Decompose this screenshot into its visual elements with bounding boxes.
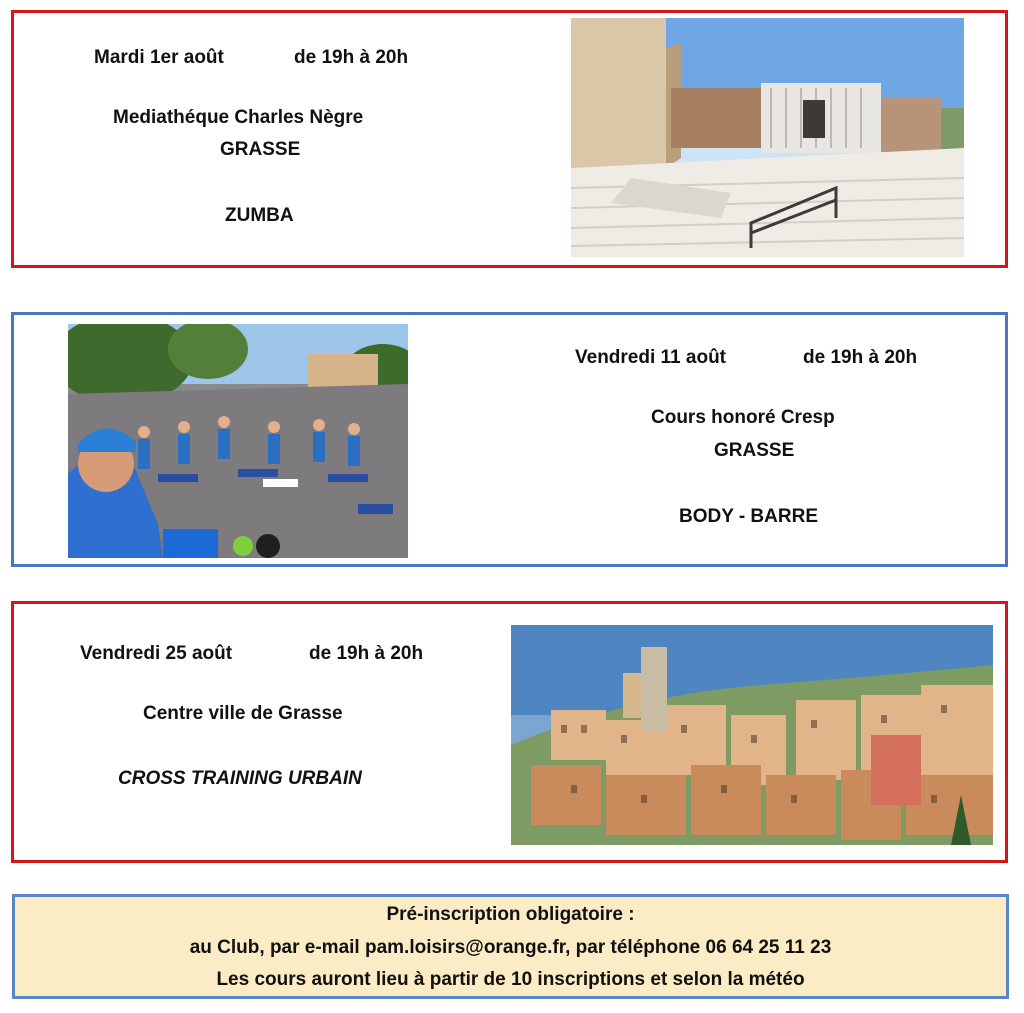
fitness-group-photo	[68, 324, 408, 558]
event-venue: Mediathéque Charles Nègre	[113, 107, 364, 128]
event-time: de 19h à 20h	[803, 347, 918, 368]
event-venue: Centre ville de Grasse	[143, 703, 343, 724]
event-time: de 19h à 20h	[294, 47, 409, 68]
event-card-1	[11, 10, 1008, 268]
event-city: GRASSE	[714, 440, 795, 461]
event-activity: CROSS TRAINING URBAIN	[118, 768, 362, 789]
registration-title: Pré-inscription obligatoire :	[386, 904, 635, 925]
building-photo	[571, 18, 964, 257]
registration-info-box	[12, 894, 1009, 999]
registration-contact: au Club, par e-mail pam.loisirs@orange.fr, par téléphone 06 64 25 11 23	[189, 937, 832, 958]
event-date: Vendredi 11 août	[575, 347, 726, 368]
event-city: GRASSE	[220, 139, 301, 160]
event-date: Vendredi 25 août	[80, 643, 233, 664]
event-card-2	[11, 312, 1008, 567]
event-activity: BODY - BARRE	[679, 506, 818, 527]
town-panorama-photo	[511, 625, 993, 845]
event-time: de 19h à 20h	[309, 643, 424, 664]
event-date: Mardi 1er août	[94, 47, 224, 68]
event-activity: ZUMBA	[225, 205, 294, 226]
registration-conditions: Les cours auront lieu à partir de 10 inscriptions et selon la météo	[216, 969, 805, 990]
event-card-3	[11, 601, 1008, 863]
event-venue: Cours honoré Cresp	[651, 407, 835, 428]
